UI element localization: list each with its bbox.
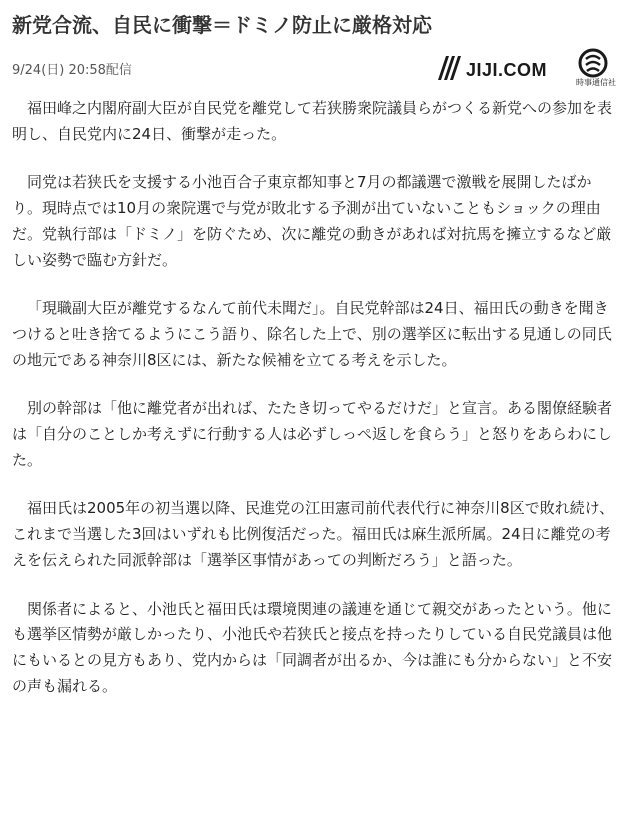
article-paragraph: 別の幹部は「他に離党者が出れば、たたき切ってやるだけだ」と宣言。ある閣僚経験者は「自分のことしか考えずに行動する人は必ずしっぺ返しを食らう」と怒りをあらわにした。 xyxy=(12,399,613,469)
article-body xyxy=(12,96,616,722)
article-paragraph: 「現職副大臣が離党するなんて前代未聞だ」。自民党幹部は24日、福田氏の動きを聞きつけると吐き捨てるようにこう語り、除名した上で、別の選挙区に転出する見通しの同氏の地元である神奈川8区には、新たな候補を立てる考えを示した。 xyxy=(12,299,612,369)
article-paragraph: 同党は若狭氏を支援する小池百合子東京都知事と7月の都議選で激戦を展開したばかり。現時点では10月の衆院選で与党が敗北する予測が出ていないこともショックの理由だ。党執行部は「ドミノ」を防ぐため、次に離党の動きがあれば対抗馬を擁立するなど厳しい姿勢で臨む方針だ。 xyxy=(12,173,612,269)
press-name: 時事通信社 xyxy=(576,78,616,87)
jiji-logo-text: JIJI.COM xyxy=(466,60,548,80)
publish-dateline: 9/24(日) 20:58配信 xyxy=(12,63,132,78)
jiji-stripes-icon xyxy=(436,56,462,80)
jiji-press-emblem-icon xyxy=(578,48,608,78)
article-title: 新党合流、自民に衝撃＝ドミノ防止に厳格対応 xyxy=(12,13,432,37)
article-paragraph: 関係者によると、小池氏と福田氏は環境関連の議連を通じて親交があったという。他にも選挙区情勢が厳しかったり、小池氏や若狭氏と接点を持ったりしている自民党議員は他にもいるとの見方もあり、党内からは「同調者が出るか、今は誰にも分からない」と不安の声も漏れる。 xyxy=(12,599,613,695)
article-paragraph: 福田氏は2005年の初当選以降、民進党の江田憲司前代表代行に神奈川8区で敗れ続け、これまで当選した3回はいずれも比例復活だった。福田氏は麻生派所属。24日に離党の考えを伝えられた同派幹部は「選挙区事情があっての判断だろう」と語った。 xyxy=(12,499,615,569)
article-paragraph: 福田峰之内閣府副大臣が自民党を離党して若狭勝衆院議員らがつくる新党への参加を表明し、自民党内に24日、衝撃が走った。 xyxy=(12,99,613,143)
source-logo[interactable] xyxy=(436,46,616,90)
article-meta xyxy=(12,46,616,90)
